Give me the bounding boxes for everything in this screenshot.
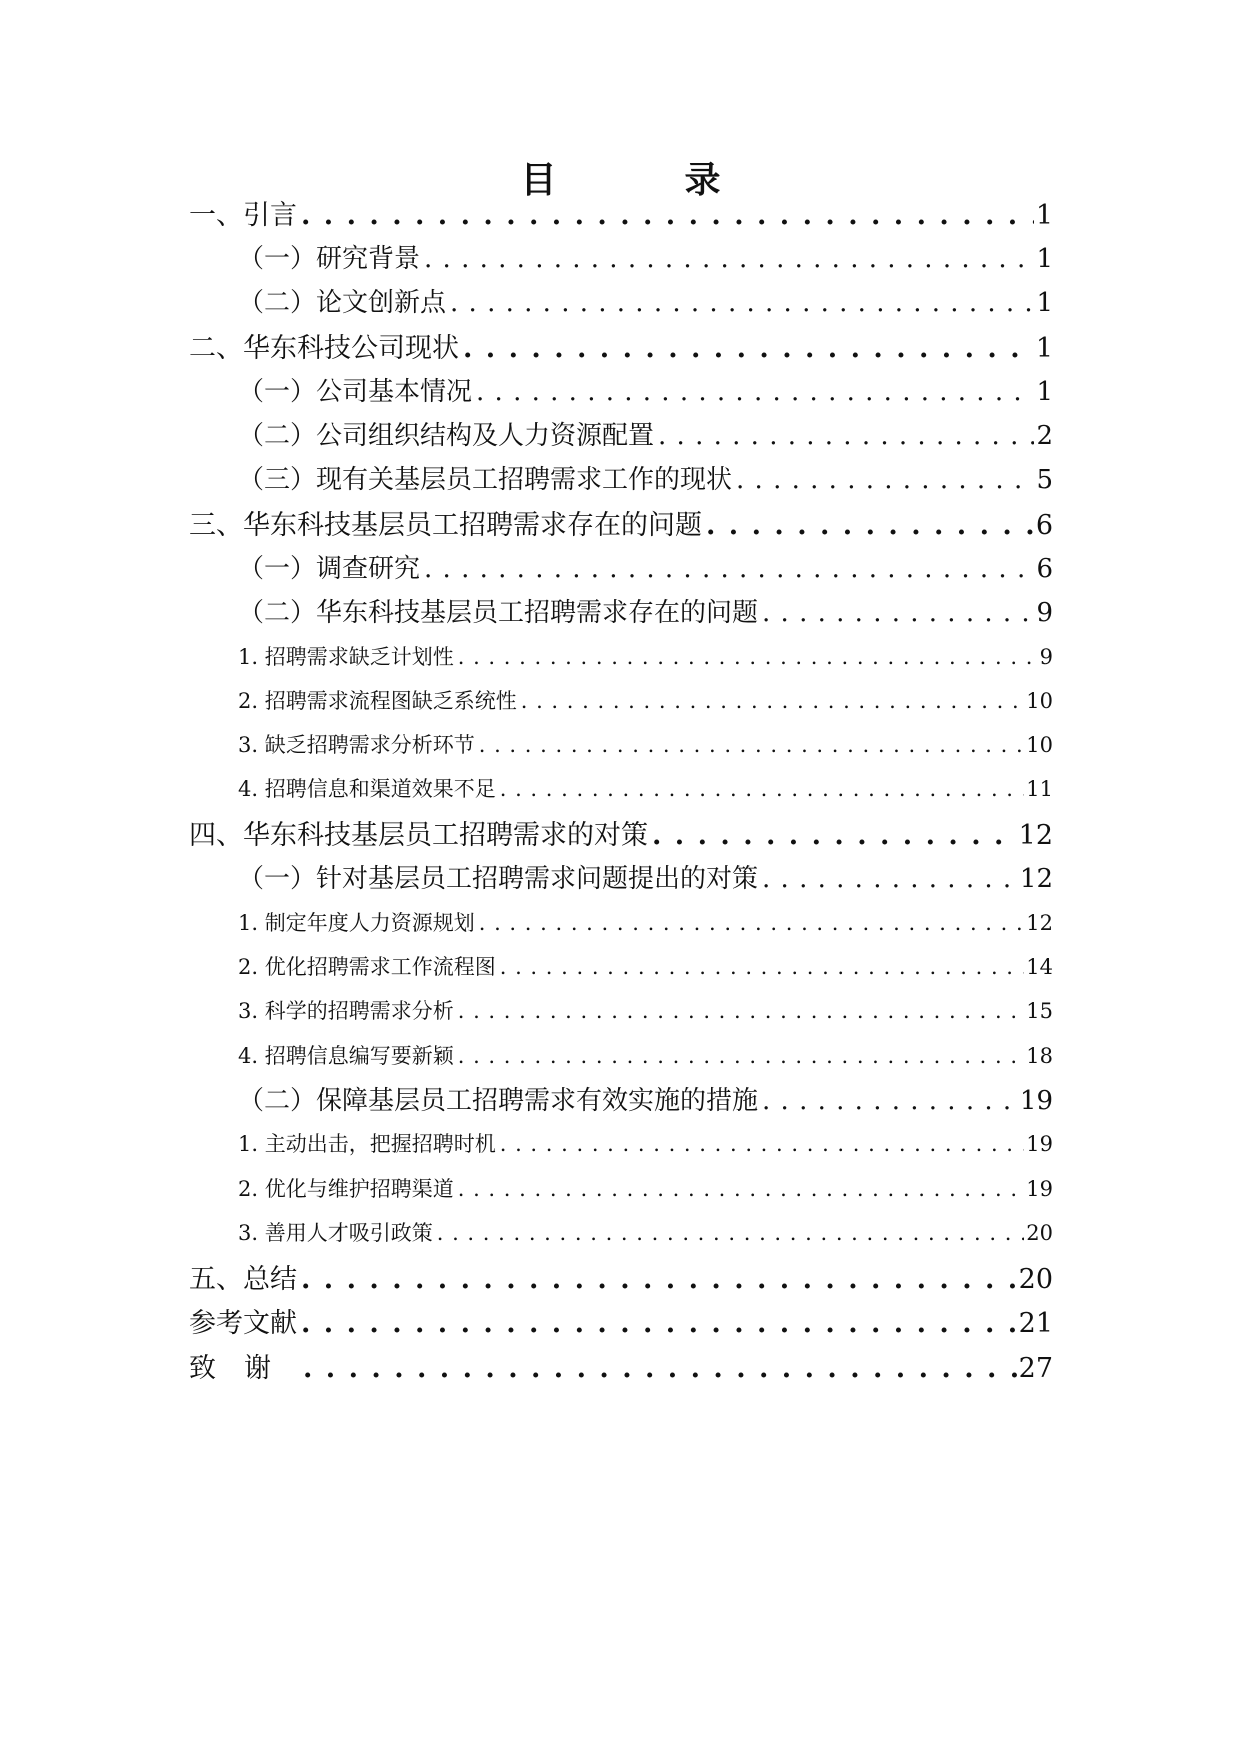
toc-entry-label: 1. 主动出击，把握招聘时机 [238, 1132, 496, 1156]
toc-entry[interactable] [238, 995, 1053, 1025]
dot-leader [762, 1086, 1018, 1116]
dot-leader [424, 554, 1034, 584]
toc-entry-label: （一）公司基本情况 [238, 377, 473, 407]
toc-entry[interactable] [238, 685, 1053, 715]
toc-entry-label: 1. 制定年度人力资源规划 [238, 911, 475, 935]
toc-entry-label: 2. 优化与维护招聘渠道 [238, 1177, 454, 1201]
toc-entry[interactable] [238, 1217, 1053, 1247]
toc-page-number: 1 [1036, 377, 1053, 407]
toc-entry-label: （一）研究背景 [238, 244, 421, 274]
toc-entry[interactable] [238, 641, 1053, 671]
toc-entry[interactable] [238, 592, 1053, 629]
toc-page-number: 19 [1026, 1132, 1053, 1156]
toc-entry[interactable] [238, 858, 1053, 895]
toc-entry[interactable] [189, 1301, 1053, 1340]
dot-leader [762, 598, 1034, 628]
toc-page-number: 21 [1018, 1308, 1053, 1339]
dot-leader [762, 864, 1018, 894]
toc-entry[interactable] [189, 813, 1053, 852]
dot-leader [479, 911, 1025, 935]
toc-entry[interactable] [189, 1257, 1053, 1296]
toc-entry-label: （二）论文创新点 [238, 288, 447, 318]
toc-entry[interactable] [189, 326, 1053, 365]
toc-page-number: 12 [1019, 864, 1053, 894]
dot-leader [458, 1177, 1025, 1201]
toc-entry-label: （三）现有关基层员工招聘需求工作的现状 [238, 465, 733, 495]
toc-entry-label: 3. 缺乏招聘需求分析环节 [238, 733, 475, 757]
toc-page-number: 27 [1018, 1353, 1053, 1384]
toc-page-number: 19 [1026, 1177, 1053, 1201]
toc-entry-label: （一）调查研究 [238, 554, 421, 584]
toc-entry[interactable] [238, 548, 1053, 585]
toc-entry[interactable] [238, 415, 1053, 452]
toc-entry[interactable] [238, 1080, 1053, 1117]
toc-entry[interactable] [238, 459, 1053, 496]
toc-entry-label: 4. 招聘信息编写要新颖 [238, 1044, 454, 1068]
toc-page-number: 18 [1026, 1044, 1053, 1068]
toc-entry[interactable] [238, 773, 1053, 803]
dot-leader [500, 955, 1025, 979]
toc-entry[interactable] [238, 1128, 1053, 1158]
dot-leader [301, 1264, 1017, 1295]
toc-page-number: 1 [1035, 333, 1053, 364]
toc-entry[interactable] [238, 951, 1053, 981]
toc-page-number: 12 [1026, 911, 1053, 935]
toc-entry-label: 五、总结 [189, 1264, 297, 1295]
toc-page-number: 2 [1036, 421, 1053, 451]
toc-entry[interactable] [189, 503, 1053, 542]
dot-leader [476, 377, 1034, 407]
toc-entry[interactable] [238, 1173, 1053, 1203]
toc-page-number: 1 [1036, 244, 1053, 274]
toc-page-number: 20 [1026, 1221, 1053, 1245]
dot-leader [303, 1353, 1017, 1384]
toc-entry-label: （二）保障基层员工招聘需求有效实施的措施 [238, 1086, 759, 1116]
dot-leader [437, 1221, 1025, 1245]
toc-entry-label: 一、引言 [189, 200, 297, 231]
toc-entry-label: 1. 招聘需求缺乏计划性 [238, 645, 454, 669]
toc-page-number: 20 [1018, 1264, 1053, 1295]
toc-entry-label: 二、华东科技公司现状 [189, 333, 459, 364]
toc-title: 目 录 [520, 159, 767, 201]
toc-page-number: 11 [1026, 777, 1053, 801]
toc-entry-label: 2. 优化招聘需求工作流程图 [238, 955, 496, 979]
toc-entry[interactable] [238, 1040, 1053, 1070]
toc-page-number: 9 [1039, 645, 1053, 669]
toc-entry-label: 参考文献 [189, 1308, 297, 1339]
dot-leader [706, 510, 1034, 541]
toc-entry-label: 四、华东科技基层员工招聘需求的对策 [189, 820, 648, 851]
dot-leader [479, 733, 1025, 757]
toc-page-number: 15 [1026, 999, 1053, 1023]
toc-entry-label: 3. 善用人才吸引政策 [238, 1221, 433, 1245]
toc-page-number: 5 [1036, 465, 1053, 495]
toc-page-number: 6 [1035, 510, 1053, 541]
toc-entry-label: 2. 招聘需求流程图缺乏系统性 [238, 689, 517, 713]
dot-leader [463, 333, 1034, 364]
dot-leader [450, 288, 1034, 318]
toc-entry-label: （一）针对基层员工招聘需求问题提出的对策 [238, 864, 759, 894]
toc-entry-label: （二）华东科技基层员工招聘需求存在的问题 [238, 598, 759, 628]
toc-entry[interactable] [238, 907, 1053, 937]
toc-page-number: 19 [1019, 1086, 1053, 1116]
dot-leader [500, 777, 1025, 801]
toc-page-number: 10 [1026, 689, 1053, 713]
toc-page-number: 12 [1018, 820, 1053, 851]
toc-entry-label: 4. 招聘信息和渠道效果不足 [238, 777, 496, 801]
dot-leader [658, 421, 1034, 451]
toc-entry[interactable] [238, 729, 1053, 759]
dot-leader [500, 1132, 1025, 1156]
toc-page-number: 9 [1036, 598, 1053, 628]
toc-page-number: 14 [1026, 955, 1053, 979]
toc-page-number: 6 [1036, 554, 1053, 584]
toc-entry[interactable] [189, 1346, 1053, 1385]
dot-leader [458, 1044, 1025, 1068]
dot-leader [301, 200, 1034, 231]
dot-leader [458, 645, 1038, 669]
toc-entry-label: 致谢 [189, 1353, 299, 1384]
toc-page-number: 10 [1026, 733, 1053, 757]
toc-entry-label: （二）公司组织结构及人力资源配置 [238, 421, 655, 451]
dot-leader [652, 820, 1017, 851]
dot-leader [424, 244, 1034, 274]
dot-leader [521, 689, 1025, 713]
toc-entry[interactable] [238, 238, 1053, 275]
toc-entry[interactable] [238, 371, 1053, 408]
toc-page-number: 1 [1035, 200, 1053, 231]
toc-entry[interactable] [238, 282, 1053, 319]
toc-entry-label: 三、华东科技基层员工招聘需求存在的问题 [189, 510, 702, 541]
toc-entry-label: 3. 科学的招聘需求分析 [238, 999, 454, 1023]
toc-page-number: 1 [1036, 288, 1053, 318]
dot-leader [736, 465, 1034, 495]
dot-leader [458, 999, 1025, 1023]
dot-leader [301, 1308, 1017, 1339]
toc-entry[interactable] [189, 193, 1053, 232]
